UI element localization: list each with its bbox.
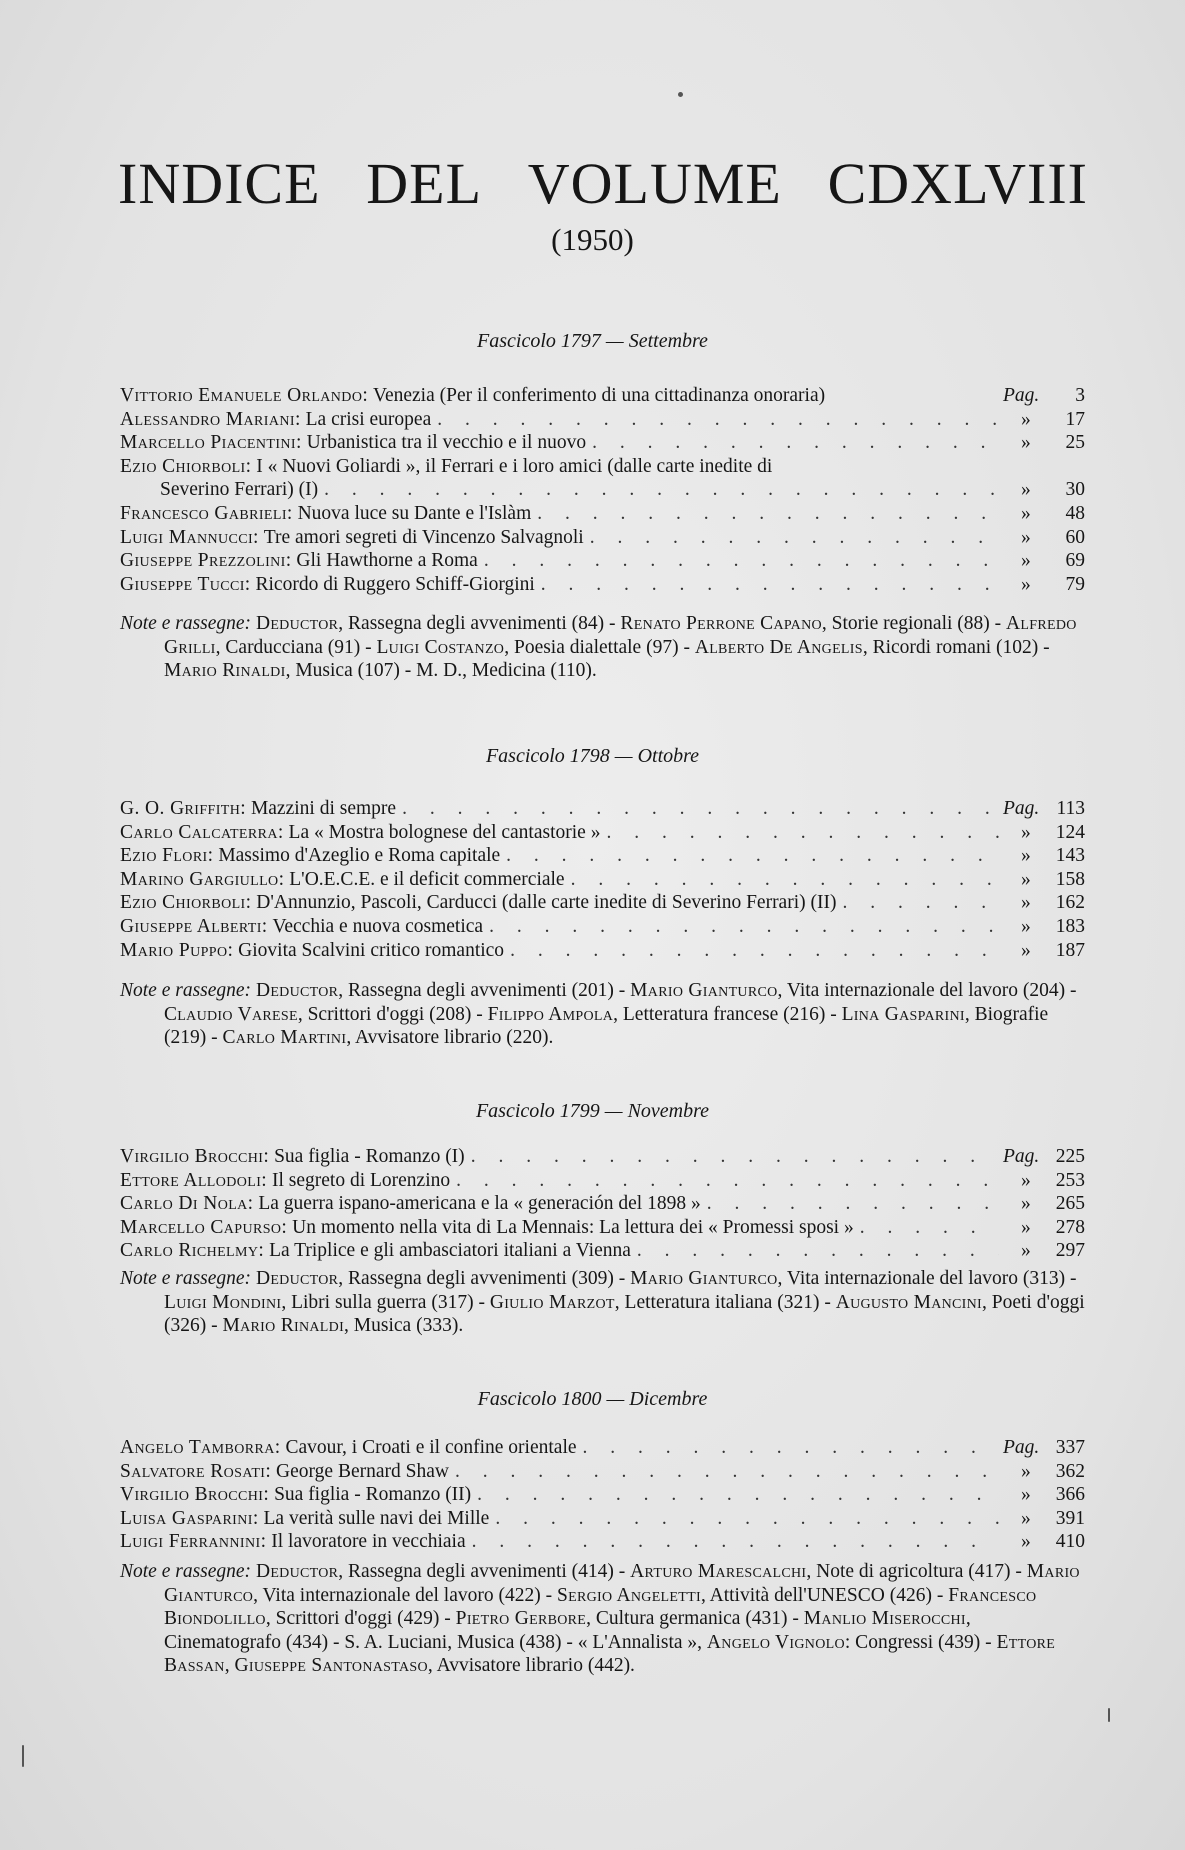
entries-list — [120, 1145, 1085, 1263]
page-number: 162 — [1055, 892, 1085, 914]
fascicolo-heading: Fascicolo 1797 — Settembre — [477, 330, 708, 352]
note-text: , Avvisatore librario (442). — [427, 1655, 635, 1677]
note-text: , Poeti d'oggi (326) - — [164, 1291, 1085, 1337]
index-entry — [120, 1145, 1085, 1169]
page-marker: » — [1021, 550, 1031, 572]
entry-title: Un momento nella vita di La Mennais: La lettura dei « Promessi sposi » — [292, 1216, 854, 1238]
page-marker: » — [1021, 1216, 1031, 1238]
leader-dots — [631, 1239, 999, 1263]
leader-dots — [565, 868, 999, 892]
entry-title: Ricordo di Ruggero Schiff-Giorgini — [255, 573, 535, 595]
fascicolo-heading: Fascicolo 1798 — Ottobre — [485, 745, 700, 767]
entry-title: Nuova luce su Dante e l'Islàm — [297, 502, 532, 524]
leader-dots — [500, 844, 999, 868]
entry-author: Virgilio Brocchi: — [120, 1484, 270, 1506]
index-entry — [120, 868, 1085, 892]
leader-dots — [535, 573, 999, 597]
entry-author: G. O. Griffith: — [120, 798, 247, 819]
leader-dots — [450, 1169, 999, 1193]
entry-author: Francesco Gabrieli: — [120, 502, 293, 524]
page-number: 3 — [1075, 385, 1085, 406]
note-text: , Vita internazionale del lavoro (422) - — [253, 1584, 557, 1606]
page-marker: Pag. — [1003, 1437, 1040, 1458]
page-number: 124 — [1055, 821, 1085, 843]
note-author: Luigi Costanzo — [376, 636, 505, 658]
page-number: 265 — [1055, 1193, 1085, 1215]
index-entry — [120, 1483, 1085, 1507]
page-marker: Pag. — [1003, 385, 1040, 406]
entries-list — [120, 797, 1085, 962]
note-author: Deductor — [255, 1561, 339, 1582]
notes-label: Note e rassegne: — [120, 1268, 252, 1289]
page-marker: Pag. — [1003, 1146, 1040, 1167]
page-marker: » — [1021, 845, 1031, 867]
page-marker: » — [1021, 892, 1031, 914]
page-marker: » — [1021, 573, 1031, 595]
note-text: , Biografie (219) - — [164, 1003, 1049, 1049]
entry-author: Ezio Chiorboli: — [120, 892, 252, 914]
page-marker: » — [1021, 432, 1031, 454]
note-author: Francesco Biondolillo — [164, 1584, 1037, 1630]
entry-author: Giuseppe Prezzolini: — [120, 550, 292, 572]
note-text: , Vita internazionale del lavoro (204) - — [777, 980, 1077, 1001]
note-text: , Poesia dialettale (97) - — [504, 636, 695, 658]
entry-author: Luigi Mannucci: — [120, 526, 259, 548]
print-speck — [1108, 1708, 1110, 1722]
note-text: , Scrittori d'oggi (429) - — [265, 1608, 456, 1630]
title-word: VOLUME — [527, 151, 782, 216]
index-entry — [120, 549, 1085, 573]
note-author: Alfredo Grilli — [164, 613, 1077, 658]
entry-title: Cavour, i Croati e il confine orientale — [285, 1437, 577, 1458]
page-marker: » — [1021, 1169, 1031, 1191]
note-author: Mario Gianturco — [630, 980, 778, 1001]
page-number: 297 — [1055, 1240, 1085, 1262]
note-text: , Carducciana (91) - — [215, 636, 377, 658]
note-text: , Letteratura italiana (321) - — [614, 1291, 836, 1313]
page-number: 79 — [1065, 573, 1085, 595]
page-number: 410 — [1055, 1531, 1085, 1553]
fascicolo-heading: Fascicolo 1800 — Dicembre — [477, 1388, 708, 1410]
note-text: , Cultura germanica (431) - — [586, 1608, 804, 1630]
page-marker: Pag. — [1003, 798, 1040, 819]
page-number: 391 — [1055, 1507, 1085, 1529]
note-text: , Rassegna degli avvenimenti (201) - — [338, 980, 631, 1001]
page-number: 337 — [1055, 1437, 1085, 1458]
note-author: Lina Gasparini — [841, 1003, 965, 1025]
page-marker: » — [1021, 408, 1031, 430]
index-entry — [120, 1436, 1085, 1460]
print-speck — [678, 92, 683, 97]
note-text: : Congressi (439) - — [844, 1631, 997, 1653]
notes-label: Note e rassegne: — [120, 1561, 252, 1582]
entry-author: Giuseppe Alberti: — [120, 915, 268, 937]
entry-author: Carlo Calcaterra: — [120, 821, 284, 843]
index-entry — [120, 1239, 1085, 1263]
entries-list — [120, 384, 1085, 596]
index-entry — [120, 526, 1085, 550]
page-number: 187 — [1055, 939, 1085, 961]
page-marker: » — [1021, 821, 1031, 843]
notes-e-rassegne — [120, 1560, 1085, 1678]
leader-dots — [489, 1507, 999, 1531]
page-number: 30 — [1065, 479, 1085, 501]
note-text: , Ricordi romani (102) - — [862, 636, 1050, 658]
page-marker: » — [1021, 1193, 1031, 1215]
entry-title: I « Nuovi Goliardi », il Ferrari e i loro amici (dalle carte inedite di — [256, 455, 773, 477]
notes-label: Note e rassegne: — [120, 980, 252, 1001]
note-author: Mario Gianturco — [630, 1268, 778, 1289]
note-author: Renato Perrone Capano — [620, 613, 822, 634]
note-text: , Musica (333). — [344, 1315, 464, 1337]
entry-title: Sua figlia - Romanzo (I) — [274, 1146, 465, 1167]
leader-dots — [584, 526, 999, 550]
note-text: , Note di agricoltura (417) - — [806, 1561, 1027, 1582]
leader-dots — [701, 1192, 999, 1216]
page-number: 48 — [1065, 502, 1085, 524]
volume-year: (1950) — [551, 222, 634, 257]
entry-author: Luisa Gasparini: — [120, 1507, 259, 1529]
index-entry — [120, 821, 1085, 845]
page-number: 17 — [1065, 408, 1085, 430]
entry-author: Virgilio Brocchi: — [120, 1146, 270, 1167]
index-entry — [120, 1192, 1085, 1216]
page-marker: » — [1021, 1460, 1031, 1482]
page-marker: » — [1021, 479, 1031, 501]
entry-title: L'O.E.C.E. e il deficit commerciale — [289, 868, 565, 890]
index-entry — [120, 1460, 1085, 1484]
page-marker: » — [1021, 915, 1031, 937]
page-number: 225 — [1055, 1146, 1085, 1167]
note-text: , Letteratura francese (216) - — [613, 1003, 842, 1025]
entry-author: Marino Gargiullo: — [120, 868, 285, 890]
note-author: Arturo Marescalchi — [630, 1561, 807, 1582]
entry-author: Giuseppe Tucci: — [120, 573, 251, 595]
entry-author: Marcello Capurso: — [120, 1216, 288, 1238]
entry-title: Venezia (Per il conferimento di una cittadinanza onoraria) — [373, 385, 826, 406]
entry-author: Ezio Flori: — [120, 845, 214, 867]
note-text: , Musica (107) - M. D., Medicina (110). — [285, 660, 597, 682]
leader-dots — [318, 478, 999, 502]
page-marker: » — [1021, 1507, 1031, 1529]
entry-author: Mario Puppo: — [120, 939, 234, 961]
notes-e-rassegne — [120, 1267, 1085, 1338]
note-author: Giuseppe Santonastaso — [234, 1655, 428, 1677]
entry-author: Vittorio Emanuele Orlando: — [120, 385, 369, 406]
note-text: , Attività dell'UNESCO (426) - — [700, 1584, 949, 1606]
title-word: DEL — [366, 151, 483, 216]
entry-author: Carlo Di Nola: — [120, 1193, 254, 1215]
leader-dots — [504, 939, 999, 963]
index-entry — [120, 939, 1085, 963]
note-author: Claudio Varese — [164, 1003, 298, 1025]
index-entry — [120, 1530, 1085, 1554]
page-number: 60 — [1065, 526, 1085, 548]
entry-title: Giovita Scalvini critico romantico — [238, 939, 505, 961]
note-text: , Avvisatore librario (220). — [346, 1027, 554, 1049]
page-marker: » — [1021, 502, 1031, 524]
title-word: CDXLVIII — [827, 151, 1088, 216]
entry-author: Luigi Ferrannini: — [120, 1531, 267, 1553]
note-text: , Rassegna degli avvenimenti (414) - — [338, 1561, 631, 1582]
index-entry — [120, 844, 1085, 868]
index-entry — [120, 915, 1085, 939]
leader-dots — [531, 502, 999, 526]
page-number: 366 — [1055, 1484, 1085, 1506]
index-entry — [120, 455, 1085, 502]
leader-dots — [577, 1436, 999, 1460]
entry-author: Ettore Allodoli: — [120, 1169, 268, 1191]
entry-title: Vecchia e nuova cosmetica — [272, 915, 484, 937]
entry-title: La Triplice e gli ambasciatori italiani a Vienna — [269, 1240, 631, 1262]
leader-dots — [396, 797, 999, 821]
page-number: 362 — [1055, 1460, 1085, 1482]
index-entry — [120, 1216, 1085, 1240]
page-number: 25 — [1065, 432, 1085, 454]
index-entry — [120, 797, 1085, 821]
leader-dots — [586, 431, 999, 455]
leader-dots — [854, 1216, 999, 1240]
index-entry — [120, 891, 1085, 915]
leader-dots — [431, 408, 999, 432]
note-text: , Rassegna degli avvenimenti (84) - — [338, 613, 621, 634]
entry-title: Il segreto di Lorenzino — [271, 1169, 451, 1191]
entry-title: Massimo d'Azeglio e Roma capitale — [218, 845, 501, 867]
entry-author: Marcello Piacentini: — [120, 432, 302, 454]
entry-title: Sua figlia - Romanzo (II) — [274, 1484, 472, 1506]
page-number: 183 — [1055, 915, 1085, 937]
entry-title: George Bernard Shaw — [276, 1460, 449, 1482]
entry-title: Mazzini di sempre — [250, 798, 397, 819]
note-author: Alberto De Angelis — [694, 636, 863, 658]
entry-title: La crisi europea — [305, 408, 432, 430]
leader-dots — [600, 821, 999, 845]
index-entry — [120, 1169, 1085, 1193]
entry-title: Urbanistica tra il vecchio e il nuovo — [306, 432, 587, 454]
note-author: Mario Gianturco — [164, 1561, 1080, 1606]
page-marker: » — [1021, 1531, 1031, 1553]
index-entry — [120, 573, 1085, 597]
note-text: , Scrittori d'oggi (208) - — [297, 1003, 488, 1025]
index-entry — [120, 408, 1085, 432]
note-author: Filippo Ampola — [487, 1003, 614, 1025]
print-speck — [22, 1745, 24, 1767]
note-author: Pietro Gerbore — [455, 1608, 587, 1630]
leader-dots — [478, 549, 999, 573]
index-entry — [120, 384, 1085, 408]
page-marker: » — [1021, 526, 1031, 548]
entry-author: Carlo Richelmy: — [120, 1240, 265, 1262]
leader-dots — [465, 1145, 999, 1169]
entry-title: Gli Hawthorne a Roma — [296, 550, 478, 572]
entry-title: La « Mostra bolognese del cantastorie » — [288, 821, 601, 843]
notes-label: Note e rassegne: — [120, 613, 252, 634]
note-text: , Vita internazionale del lavoro (313) - — [777, 1268, 1077, 1289]
note-author: Sergio Angeletti — [556, 1584, 701, 1606]
entry-author: Salvatore Rosati: — [120, 1460, 272, 1482]
page-marker: » — [1021, 1240, 1031, 1262]
leader-dots — [449, 1460, 999, 1484]
note-author: Deductor — [255, 613, 339, 634]
leader-dots — [836, 891, 999, 915]
note-author: Luigi Mondini — [164, 1291, 282, 1313]
index-entry — [120, 502, 1085, 526]
leader-dots — [471, 1483, 999, 1507]
page-number: 113 — [1056, 798, 1085, 819]
note-author: Ettore Bassan — [164, 1631, 1056, 1677]
page-number: 69 — [1065, 550, 1085, 572]
page-marker: » — [1021, 868, 1031, 890]
page-number: 253 — [1055, 1169, 1085, 1191]
page-title — [118, 150, 1088, 217]
note-author: Giulio Marzot — [489, 1291, 615, 1313]
note-author: Mario Rinaldi — [164, 660, 286, 682]
note-text: , Storie regionali (88) - — [821, 613, 1007, 634]
page-marker: » — [1021, 1484, 1031, 1506]
note-author: Deductor — [255, 1268, 339, 1289]
note-author: Augusto Mancini — [835, 1291, 983, 1313]
entry-author: Angelo Tamborra: — [120, 1437, 281, 1458]
fascicolo-heading: Fascicolo 1799 — Novembre — [475, 1100, 710, 1122]
entry-title-continued: Severino Ferrari) (I) — [160, 479, 319, 501]
page-number: 278 — [1055, 1216, 1085, 1238]
entry-title: Il lavoratore in vecchiaia — [271, 1531, 466, 1553]
index-entry — [120, 1507, 1085, 1531]
note-text: , Rassegna degli avvenimenti (309) - — [338, 1268, 631, 1289]
page-number: 158 — [1055, 868, 1085, 890]
note-text: , — [224, 1655, 235, 1677]
entry-author: Alessandro Mariani: — [120, 408, 301, 430]
page-number: 143 — [1055, 845, 1085, 867]
note-text: , Cinematografo (434) - S. A. Luciani, Musica (438) - « L'Annalista », — [164, 1608, 971, 1653]
entries-list — [120, 1436, 1085, 1554]
note-author: Deductor — [255, 980, 339, 1001]
note-author: Manlio Miserocchi — [803, 1608, 966, 1630]
leader-dots — [483, 915, 999, 939]
entry-title: La guerra ispano-americana e la « generación del 1898 » — [258, 1193, 701, 1215]
note-author: Mario Rinaldi — [222, 1315, 345, 1337]
entry-author: Ezio Chiorboli: — [120, 455, 252, 477]
leader-dots — [466, 1530, 999, 1554]
entry-title: D'Annunzio, Pascoli, Carducci (dalle carte inedite di Severino Ferrari) (II) — [256, 892, 837, 914]
page-marker: » — [1021, 939, 1031, 961]
notes-e-rassegne — [120, 979, 1085, 1050]
entry-title: La verità sulle navi dei Mille — [263, 1507, 490, 1529]
note-author: Angelo Vignolo — [706, 1631, 845, 1653]
title-word: INDICE — [118, 151, 321, 216]
note-text: , Libri sulla guerra (317) - — [281, 1291, 490, 1313]
note-author: Carlo Martini — [222, 1027, 347, 1049]
entry-title: Tre amori segreti di Vincenzo Salvagnoli — [263, 526, 584, 548]
notes-e-rassegne — [120, 612, 1085, 683]
index-entry — [120, 431, 1085, 455]
